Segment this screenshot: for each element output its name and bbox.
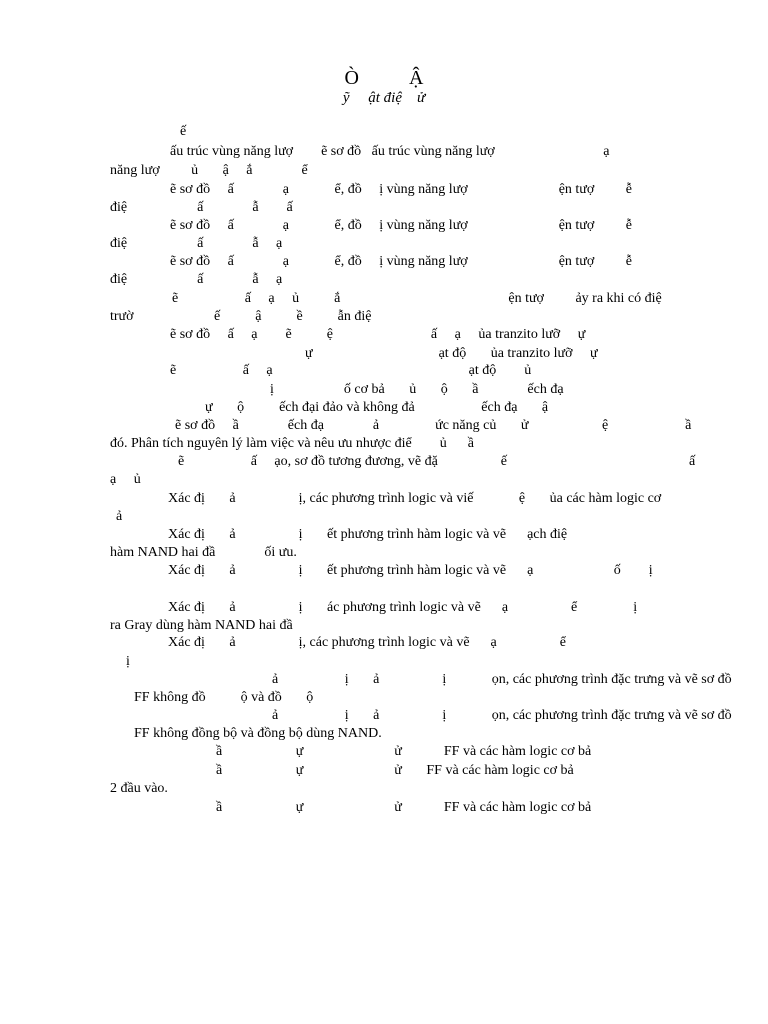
text-line: Xác đị ả ị, các phương trình logic và viế ệ ủa các hàm logic cơ xyxy=(168,491,662,506)
text-line: ạ ủ xyxy=(110,472,141,487)
document-subtitle: ỹ ật điệ ử xyxy=(342,90,426,106)
text-line: ẽ ấ ạo, sơ đồ tương đương, vẽ đặ ế ấ xyxy=(178,454,696,469)
text-line: 2 đầu vào. xyxy=(110,781,168,796)
text-line: ẽ sơ đồ ấ ạ ể, đồ ị vùng năng lượ ện tượ ễ xyxy=(170,254,632,269)
text-line: ẽ ấ ạ ủ ắ ện tượ ảy ra khi có điệ xyxy=(172,291,662,306)
text-line: ẽ sơ đồ ấ ạ ể, đồ ị vùng năng lượ ện tượ ễ xyxy=(170,182,632,197)
text-line: ẽ sơ đồ ầ ếch đạ ả ức năng củ ử ệ ầ xyxy=(175,418,692,433)
document-title: Ò Ậ xyxy=(344,67,424,89)
text-line: ả xyxy=(116,509,123,524)
text-line: ầ ự ử FF và các hàm logic cơ bả xyxy=(216,763,574,778)
text-line: Xác đị ả ị, các phương trình logic và vẽ ạ ể xyxy=(168,635,566,650)
text-line: ả ị ả ị ọn, các phương trình đặc trưng và vẽ sơ đồ xyxy=(272,672,732,687)
text-line: ầ ự ử FF và các hàm logic cơ bả xyxy=(216,800,592,815)
text-line: ự ộ ếch đại đảo và không đả ếch đạ ậ xyxy=(205,400,549,415)
text-line: điệ ấ ẫ ấ xyxy=(110,200,293,215)
text-line: ự ạt độ ủa tranzito lưỡ ự xyxy=(305,346,598,361)
text-line: ế xyxy=(180,124,187,139)
text-line: FF không đồng bộ và đồng bộ dùng NAND. xyxy=(134,726,382,741)
text-line: ẽ ấ ạ ạt độ ủ xyxy=(170,363,532,378)
text-line: ị xyxy=(126,654,130,669)
text-line: hàm NAND hai đầ ối ưu. xyxy=(110,545,297,560)
text-line: ầ ự ử FF và các hàm logic cơ bả xyxy=(216,744,592,759)
text-line: điệ ấ ẫ ạ xyxy=(110,236,283,251)
text-line: ẽ sơ đồ ấ ạ ẽ ệ ấ ạ ủa tranzito lưỡ ự xyxy=(170,327,586,342)
text-line: ra Gray dùng hàm NAND hai đầ xyxy=(110,618,293,633)
text-line: Xác đị ả ị ết phương trình hàm logic và vẽ ạ ố ị xyxy=(168,563,653,578)
text-line: ẽ sơ đồ ấ ạ ể, đồ ị vùng năng lượ ện tượ ễ xyxy=(170,218,632,233)
text-line: trườ ế ậ ề ẫn điệ xyxy=(110,309,372,324)
text-line: Xác đị ả ị ết phương trình hàm logic và vẽ ạch điệ xyxy=(168,527,568,542)
text-line: năng lượ ủ ậ ắ ể xyxy=(110,163,308,178)
text-line: Xác đị ả ị ác phương trình logic và vẽ ạ ể ị xyxy=(168,600,638,615)
text-line: điệ ấ ẫ ạ xyxy=(110,272,283,287)
text-line: đó. Phân tích nguyên lý làm việc và nêu ưu nhược điể ủ ầ xyxy=(110,436,474,451)
text-line: ả ị ả ị ọn, các phương trình đặc trưng và vẽ sơ đồ xyxy=(272,708,732,723)
text-line: ị ố cơ bả ủ ộ ầ ếch đạ xyxy=(270,382,564,397)
text-line: FF không đồ ộ và đồ ộ xyxy=(134,690,314,705)
text-line: ấu trúc vùng năng lượ ẽ sơ đồ ấu trúc vùng năng lượ ạ xyxy=(170,144,610,159)
